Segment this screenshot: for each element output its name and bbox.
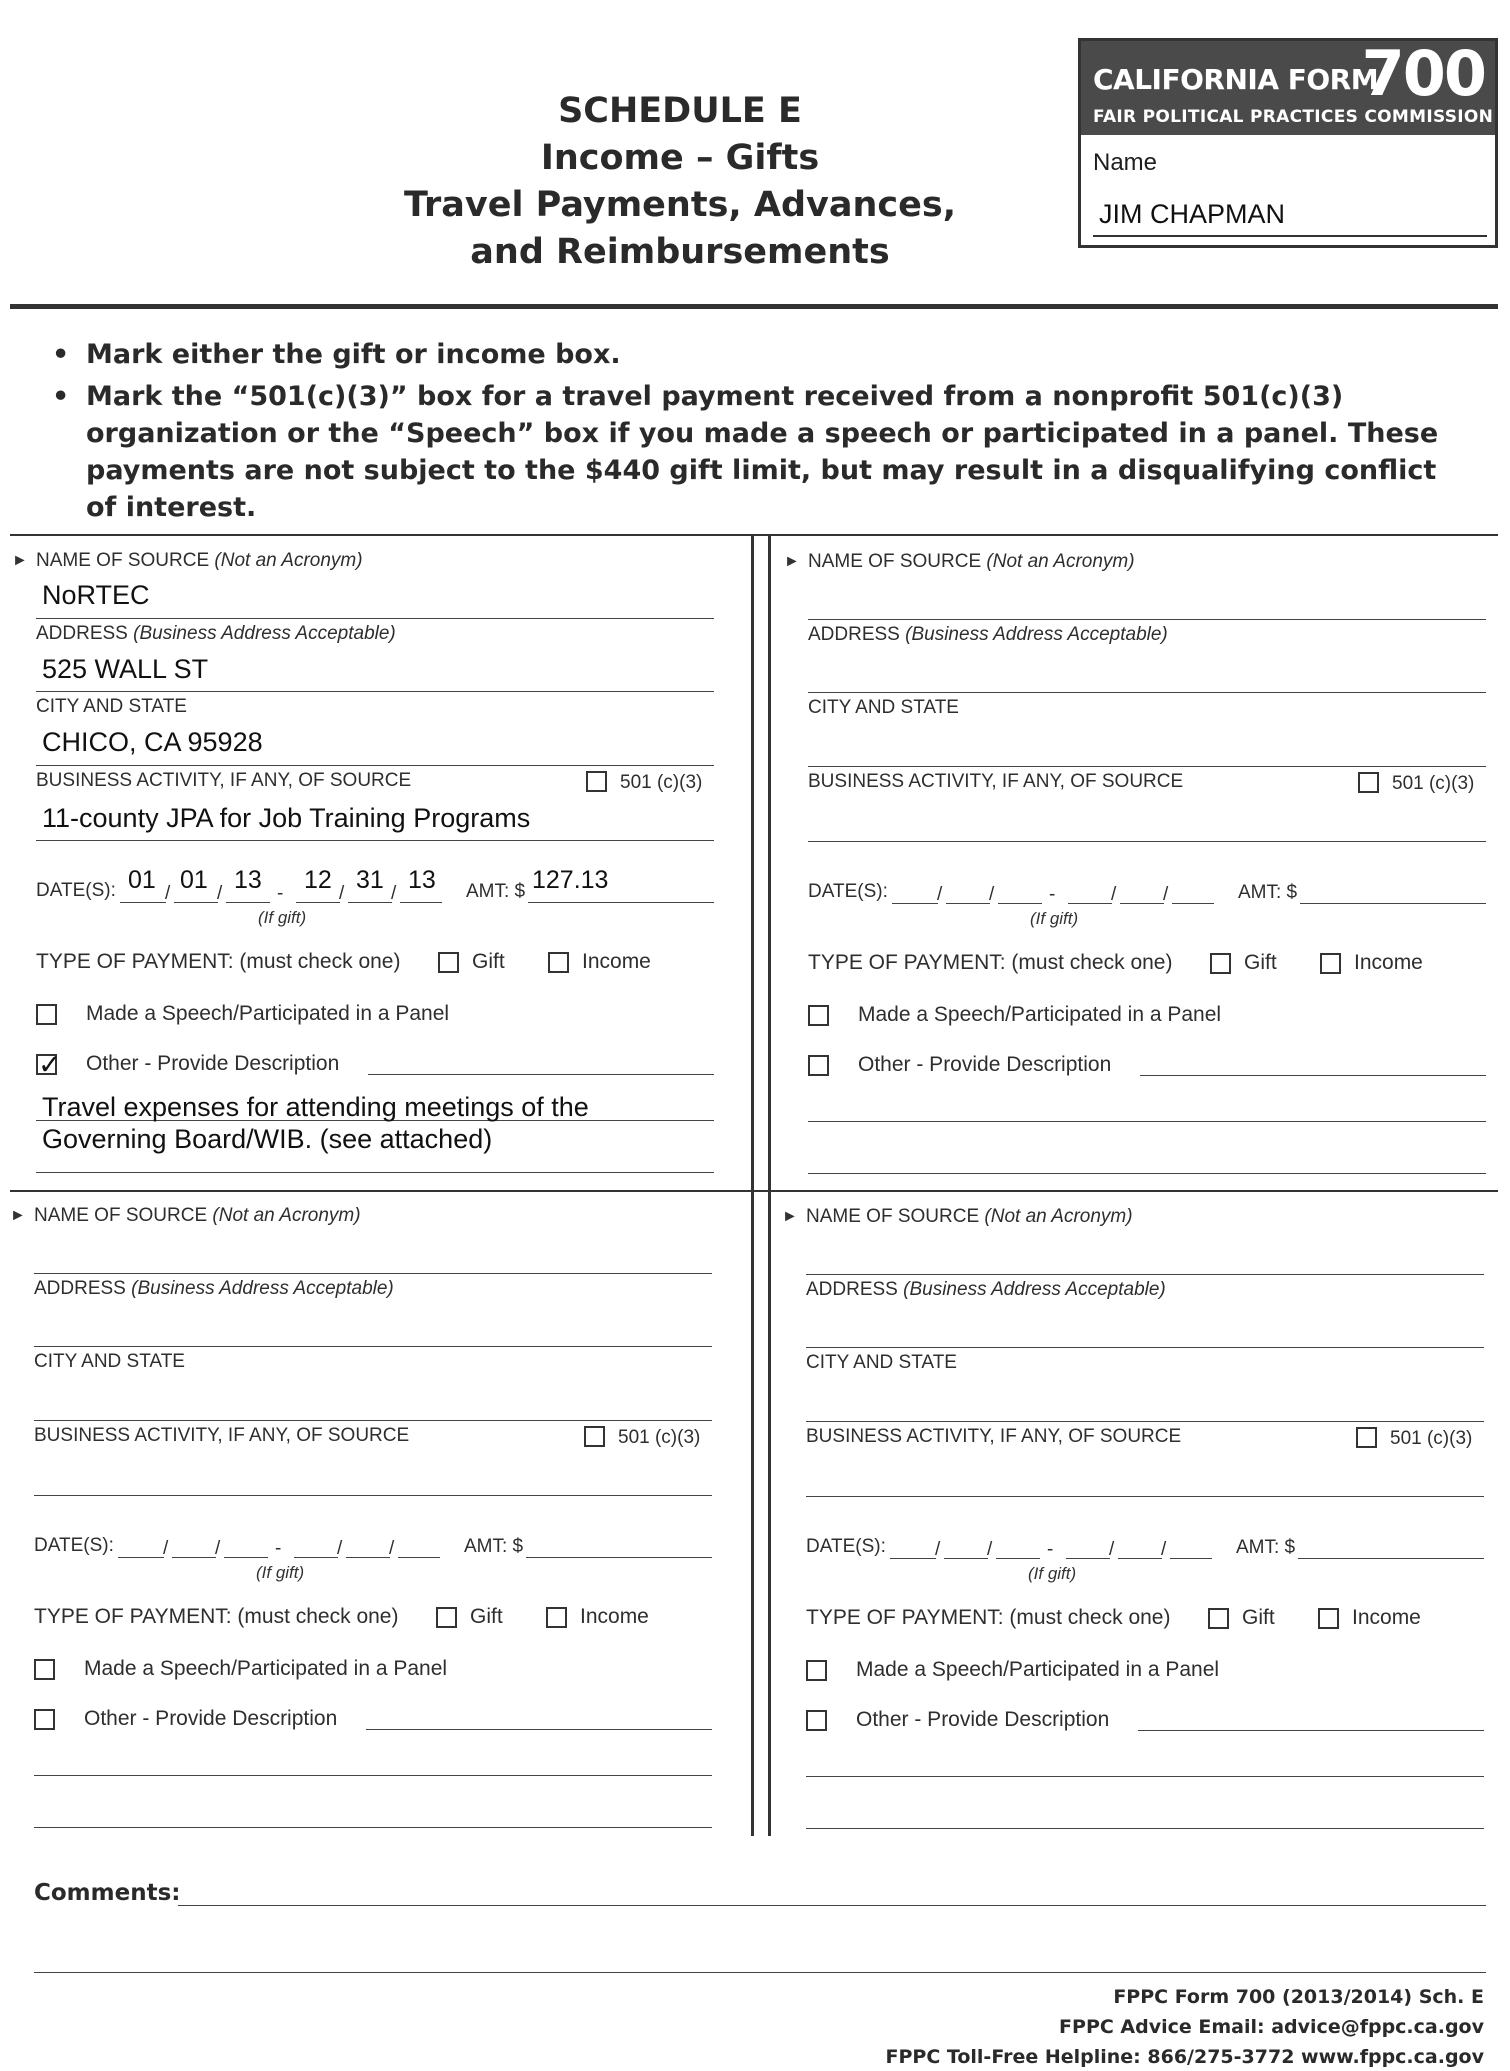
type-of-payment-label: TYPE OF PAYMENT: (must check one) — [36, 950, 401, 973]
c3-label: 501 (c)(3) — [620, 772, 703, 793]
date-line[interactable] — [172, 1557, 216, 1558]
date-range-dash: - — [1047, 1539, 1054, 1560]
date-line[interactable] — [944, 1558, 988, 1559]
amount-line[interactable] — [526, 1557, 712, 1558]
speech-label: Made a Speech/Participated in a Panel — [856, 1658, 1220, 1681]
amount-value[interactable]: 127.13 — [532, 866, 609, 894]
type-of-payment-label: TYPE OF PAYMENT: (must check one) — [808, 951, 1173, 974]
address-line[interactable] — [36, 691, 714, 692]
date-value[interactable]: 12 — [304, 866, 332, 894]
name-of-source-label — [806, 1206, 1133, 1228]
address-text: ADDRESS — [808, 624, 900, 645]
address-label — [34, 1278, 394, 1300]
address-text: ADDRESS — [34, 1278, 126, 1299]
other-label: Other - Provide Description — [84, 1707, 338, 1730]
date-separator: / — [215, 1538, 221, 1559]
if-gift-note: (If gift) — [258, 908, 307, 927]
source-name-value[interactable]: NoRTEC — [42, 580, 150, 610]
form-badge-banner — [1081, 37, 1495, 135]
dates-label: DATE(S): — [808, 881, 888, 902]
income-label: Income — [582, 950, 651, 973]
other-label: Other - Provide Description — [856, 1708, 1110, 1731]
date-line[interactable] — [890, 1558, 936, 1559]
description-value[interactable]: Governing Board/WIB. (see attached) — [42, 1124, 493, 1154]
speech-checkbox[interactable] — [806, 1660, 827, 1681]
if-gift-note: (If gift) — [1028, 1564, 1077, 1583]
amount-label: AMT: $ — [464, 1536, 524, 1557]
date-separator: / — [391, 883, 397, 904]
form-number: 700 — [1361, 37, 1485, 110]
city-state-label: CITY AND STATE — [806, 1352, 957, 1373]
income-label: Income — [580, 1605, 649, 1628]
c3-label: 501 (c)(3) — [1392, 773, 1475, 794]
business-activity-value[interactable]: 11-county JPA for Job Training Programs — [42, 803, 531, 833]
address-label — [806, 1279, 1166, 1301]
amount-line[interactable] — [528, 902, 714, 903]
address-line[interactable] — [808, 692, 1486, 693]
city-state-line[interactable] — [36, 765, 714, 766]
date-line[interactable] — [398, 1557, 440, 1558]
date-separator: / — [935, 1539, 941, 1560]
other-checkbox[interactable] — [808, 1055, 829, 1076]
date-line[interactable] — [1172, 903, 1214, 904]
date-value[interactable]: 13 — [408, 866, 436, 894]
gift-label: Gift — [1244, 951, 1277, 974]
business-activity-label: BUSINESS ACTIVITY, IF ANY, OF SOURCE — [806, 1426, 1182, 1447]
date-separator: / — [1111, 884, 1117, 905]
address-note: (Business Address Acceptable) — [131, 1278, 394, 1299]
income-label: Income — [1352, 1606, 1421, 1629]
address-label — [36, 623, 396, 645]
section-arrow-icon: ► — [784, 553, 800, 570]
date-line[interactable] — [1118, 1558, 1162, 1559]
date-separator: / — [1161, 1539, 1167, 1560]
c3-checkbox[interactable] — [1356, 1427, 1377, 1448]
name-of-source-note: (Not an Acronym) — [212, 1205, 361, 1226]
date-line[interactable] — [946, 903, 990, 904]
city-state-value[interactable]: CHICO, CA 95928 — [42, 727, 263, 757]
date-separator: / — [1163, 884, 1169, 905]
instruction-item: • Mark either the gift or income box. — [48, 336, 1468, 373]
date-line[interactable] — [400, 902, 442, 903]
address-text: ADDRESS — [36, 623, 128, 644]
filer-name-value[interactable]: JIM CHAPMAN — [1099, 199, 1286, 229]
name-of-source-note: (Not an Acronym) — [986, 551, 1135, 572]
instructions — [48, 336, 1468, 531]
address-line[interactable] — [806, 1347, 1484, 1348]
title-line: and Reimbursements — [470, 232, 890, 272]
description-line[interactable] — [806, 1828, 1484, 1829]
other-checkbox[interactable] — [36, 1049, 62, 1080]
address-note: (Business Address Acceptable) — [903, 1279, 1166, 1300]
form-badge — [1078, 38, 1498, 248]
other-line[interactable] — [1140, 1075, 1486, 1076]
date-separator: / — [163, 1538, 169, 1559]
other-line[interactable] — [368, 1074, 714, 1075]
business-activity-label: BUSINESS ACTIVITY, IF ANY, OF SOURCE — [36, 770, 412, 791]
amount-line[interactable] — [1298, 1558, 1484, 1559]
other-checkbox[interactable] — [34, 1709, 55, 1730]
city-state-label: CITY AND STATE — [34, 1351, 185, 1372]
income-label: Income — [1354, 951, 1423, 974]
other-label: Other - Provide Description — [86, 1052, 340, 1075]
date-separator: / — [937, 884, 943, 905]
name-of-source-label — [34, 1205, 361, 1227]
dates-label: DATE(S): — [36, 880, 116, 901]
address-note: (Business Address Acceptable) — [133, 623, 396, 644]
dates-label: DATE(S): — [34, 1535, 114, 1556]
source-name-line[interactable] — [808, 619, 1486, 620]
date-value[interactable]: 13 — [234, 866, 262, 894]
instruction-item: • Mark the “501(c)(3)” box for a travel payment received from a nonprofit 501(c)(3) organization or the “Speech” box if you made a speech or participated in a panel. These payments are not subject to the $440 gift limit, but may result in a disqualifying conflict of interest. — [48, 378, 1468, 526]
description-line[interactable] — [36, 1172, 714, 1173]
date-line[interactable] — [118, 1557, 164, 1558]
date-line[interactable] — [996, 1558, 1040, 1559]
c3-checkbox[interactable] — [1358, 772, 1379, 793]
income-checkbox[interactable] — [1320, 953, 1341, 974]
date-range-dash: - — [277, 883, 284, 904]
comments-line[interactable] — [34, 1972, 1486, 1973]
date-separator: / — [165, 883, 171, 904]
date-line[interactable] — [226, 902, 270, 903]
section-arrow-icon: ► — [10, 1207, 26, 1224]
grid-top-border — [10, 534, 1498, 536]
source-name-line[interactable] — [806, 1274, 1484, 1275]
filer-name-underline — [1093, 235, 1487, 237]
address-line[interactable] — [34, 1346, 712, 1347]
date-line[interactable] — [998, 903, 1042, 904]
c3-checkbox[interactable] — [584, 1426, 605, 1447]
gift-label: Gift — [472, 950, 505, 973]
if-gift-note: (If gift) — [1030, 909, 1079, 928]
date-line[interactable] — [296, 902, 340, 903]
speech-checkbox[interactable] — [808, 1005, 829, 1026]
schedule-title — [330, 88, 1030, 276]
city-state-line[interactable] — [808, 766, 1486, 767]
date-range-dash: - — [275, 1538, 282, 1559]
gift-label: Gift — [1242, 1606, 1275, 1629]
other-line[interactable] — [366, 1729, 712, 1730]
footer-form-id: FPPC Form 700 (2013/2014) Sch. E — [1113, 1986, 1484, 2008]
comments-line[interactable] — [178, 1905, 1486, 1906]
date-line[interactable] — [1120, 903, 1164, 904]
title-line: Income – Gifts — [540, 138, 820, 178]
source-name-line[interactable] — [36, 618, 714, 619]
date-value[interactable]: 31 — [356, 866, 384, 894]
address-note: (Business Address Acceptable) — [905, 624, 1168, 645]
date-line[interactable] — [294, 1557, 338, 1558]
date-value[interactable]: 01 — [180, 866, 208, 894]
date-separator: / — [389, 1538, 395, 1559]
other-checkbox[interactable] — [806, 1710, 827, 1731]
date-line[interactable] — [346, 1557, 390, 1558]
income-checkbox[interactable] — [548, 952, 569, 973]
description-line[interactable] — [808, 1173, 1486, 1174]
date-line[interactable] — [1170, 1558, 1212, 1559]
form-label: CALIFORNIA FORM — [1093, 63, 1379, 96]
name-of-source-label — [36, 550, 363, 572]
date-range-dash: - — [1049, 884, 1056, 905]
description-line[interactable] — [34, 1827, 712, 1828]
date-separator: / — [339, 883, 345, 904]
gift-label: Gift — [470, 1605, 503, 1628]
amount-line[interactable] — [1300, 903, 1486, 904]
address-value[interactable]: 525 WALL ST — [42, 654, 209, 684]
name-of-source-note: (Not an Acronym) — [984, 1206, 1133, 1227]
date-line[interactable] — [1068, 903, 1112, 904]
description-line[interactable] — [34, 1775, 712, 1776]
dates-label: DATE(S): — [806, 1536, 886, 1557]
name-of-source-note: (Not an Acronym) — [214, 550, 363, 571]
city-state-label: CITY AND STATE — [36, 696, 187, 717]
gift-checkbox[interactable] — [436, 1607, 457, 1628]
amount-label: AMT: $ — [1238, 882, 1298, 903]
gift-checkbox[interactable] — [1210, 953, 1231, 974]
amount-label: AMT: $ — [466, 881, 526, 902]
business-activity-line[interactable] — [36, 840, 714, 841]
date-line[interactable] — [1066, 1558, 1110, 1559]
business-activity-label: BUSINESS ACTIVITY, IF ANY, OF SOURCE — [34, 1425, 410, 1446]
grid-divider-right — [768, 534, 771, 1836]
check-mark-icon: ✓ — [38, 1049, 62, 1080]
gift-checkbox[interactable] — [438, 952, 459, 973]
name-of-source-text: NAME OF SOURCE — [36, 550, 210, 571]
speech-checkbox[interactable] — [36, 1004, 57, 1025]
footer-advice-email: FPPC Advice Email: advice@fppc.ca.gov — [1059, 2016, 1484, 2038]
description-value[interactable]: Travel expenses for attending meetings of the — [42, 1092, 589, 1122]
date-separator: / — [217, 883, 223, 904]
speech-label: Made a Speech/Participated in a Panel — [858, 1003, 1222, 1026]
if-gift-note: (If gift) — [256, 1563, 305, 1582]
city-state-line[interactable] — [806, 1421, 1484, 1422]
income-checkbox[interactable] — [546, 1607, 567, 1628]
type-of-payment-label: TYPE OF PAYMENT: (must check one) — [806, 1606, 1171, 1629]
date-line[interactable] — [174, 902, 218, 903]
date-separator: / — [987, 1539, 993, 1560]
footer-helpline: FPPC Toll-Free Helpline: 866/275-3772 www.fppc.ca.gov — [885, 2046, 1484, 2068]
name-of-source-label — [808, 551, 1135, 573]
business-activity-line[interactable] — [808, 841, 1486, 842]
section-arrow-icon: ► — [782, 1208, 798, 1225]
speech-label: Made a Speech/Participated in a Panel — [86, 1002, 450, 1025]
speech-label: Made a Speech/Participated in a Panel — [84, 1657, 448, 1680]
comments-label: Comments: — [34, 1880, 181, 1906]
city-state-label: CITY AND STATE — [808, 697, 959, 718]
speech-checkbox[interactable] — [34, 1659, 55, 1680]
header-divider — [10, 304, 1498, 309]
income-checkbox[interactable] — [1318, 1608, 1339, 1629]
address-label — [808, 624, 1168, 646]
c3-label: 501 (c)(3) — [618, 1427, 701, 1448]
date-line[interactable] — [120, 902, 166, 903]
commission-name: FAIR POLITICAL PRACTICES COMMISSION — [1093, 107, 1494, 127]
city-state-line[interactable] — [34, 1420, 712, 1421]
business-activity-label: BUSINESS ACTIVITY, IF ANY, OF SOURCE — [808, 771, 1184, 792]
c3-checkbox[interactable] — [586, 771, 607, 792]
date-separator: / — [989, 884, 995, 905]
description-line[interactable] — [808, 1121, 1486, 1122]
source-name-line[interactable] — [34, 1273, 712, 1274]
type-of-payment-label: TYPE OF PAYMENT: (must check one) — [34, 1605, 399, 1628]
c3-label: 501 (c)(3) — [1390, 1428, 1473, 1449]
gift-checkbox[interactable] — [1208, 1608, 1229, 1629]
filer-name-label: Name — [1093, 149, 1158, 176]
description-line[interactable] — [806, 1776, 1484, 1777]
date-separator: / — [337, 1538, 343, 1559]
title-line: Travel Payments, Advances, — [404, 185, 956, 225]
title-line: SCHEDULE E — [558, 91, 802, 131]
business-activity-line[interactable] — [806, 1496, 1484, 1497]
grid-divider-left — [751, 534, 754, 1836]
grid-middle-border — [10, 1190, 1498, 1192]
date-value[interactable]: 01 — [128, 866, 156, 894]
date-line[interactable] — [224, 1557, 268, 1558]
date-line[interactable] — [892, 903, 938, 904]
business-activity-line[interactable] — [34, 1495, 712, 1496]
other-label: Other - Provide Description — [858, 1053, 1112, 1076]
other-line[interactable] — [1138, 1730, 1484, 1731]
section-arrow-icon: ► — [12, 552, 28, 569]
date-separator: / — [1109, 1539, 1115, 1560]
name-of-source-text: NAME OF SOURCE — [34, 1205, 208, 1226]
address-text: ADDRESS — [806, 1279, 898, 1300]
date-line[interactable] — [348, 902, 392, 903]
name-of-source-text: NAME OF SOURCE — [808, 551, 982, 572]
name-of-source-text: NAME OF SOURCE — [806, 1206, 980, 1227]
amount-label: AMT: $ — [1236, 1537, 1296, 1558]
